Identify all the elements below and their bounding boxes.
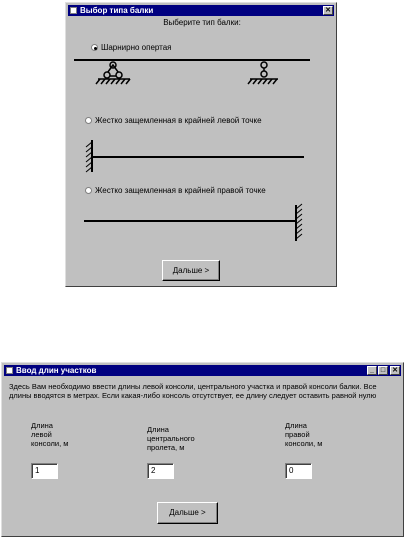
- radio-button[interactable]: [85, 187, 92, 194]
- app-icon: [6, 367, 13, 374]
- radio-label: Жестко защемленная в крайней правой точке: [95, 186, 266, 195]
- close-button[interactable]: ✕: [390, 366, 400, 375]
- next-button[interactable]: Дальше >: [157, 502, 218, 524]
- prompt-label: Выберите тип балки:: [163, 18, 241, 27]
- left-console-length-input[interactable]: 1: [31, 463, 58, 479]
- fixed-right-beam-diagram: [84, 203, 310, 243]
- segment-lengths-dialog: [1, 362, 404, 537]
- minimize-button[interactable]: _: [367, 366, 377, 375]
- description-text: Здесь Вам необходимо ввести длины левой консоли, центрального участка и правой консоли балки. Все длины вводятся в метрах. Если какая-либо консоль отсутствует, ее длину следует оставить равной нулю: [9, 382, 377, 400]
- fixed-wall-right: [296, 204, 302, 241]
- maximize-button[interactable]: □: [378, 366, 388, 375]
- radio-label: Шарнирно опертая: [101, 43, 172, 52]
- radio-option-fixed-left[interactable]: [85, 116, 315, 126]
- right-console-label: Длина правой консоли, м: [285, 421, 323, 448]
- radio-label: Жестко защемленная в крайней левой точке: [95, 116, 262, 125]
- title-bar[interactable]: [4, 365, 401, 376]
- beam-type-dialog: [65, 2, 337, 287]
- beam-line: [92, 156, 304, 158]
- simply-supported-beam-diagram: [74, 55, 310, 91]
- pin-support-left: [96, 62, 130, 84]
- radio-button[interactable]: [85, 117, 92, 124]
- fixed-left-beam-diagram: [84, 138, 308, 174]
- central-span-label: Длина центрального пролета, м: [147, 425, 195, 452]
- title-bar[interactable]: [68, 5, 334, 16]
- roller-support-right: [248, 62, 278, 84]
- beam-line: [84, 220, 296, 222]
- beam-line: [74, 59, 310, 61]
- right-console-length-input[interactable]: 0: [285, 463, 312, 479]
- radio-button-checked[interactable]: [91, 44, 98, 51]
- window-title: Ввод длин участков: [16, 366, 97, 375]
- left-console-label: Длина левой консоли, м: [31, 421, 69, 448]
- radio-option-fixed-right[interactable]: [85, 186, 315, 196]
- window-title: Выбор типа балки: [80, 6, 154, 15]
- next-button[interactable]: Дальше >: [162, 260, 220, 281]
- close-button[interactable]: ✕: [323, 6, 333, 15]
- fixed-wall-left: [86, 140, 92, 172]
- central-span-length-input[interactable]: 2: [147, 463, 174, 479]
- radio-option-simply-supported[interactable]: [91, 43, 241, 53]
- app-icon: [70, 7, 77, 14]
